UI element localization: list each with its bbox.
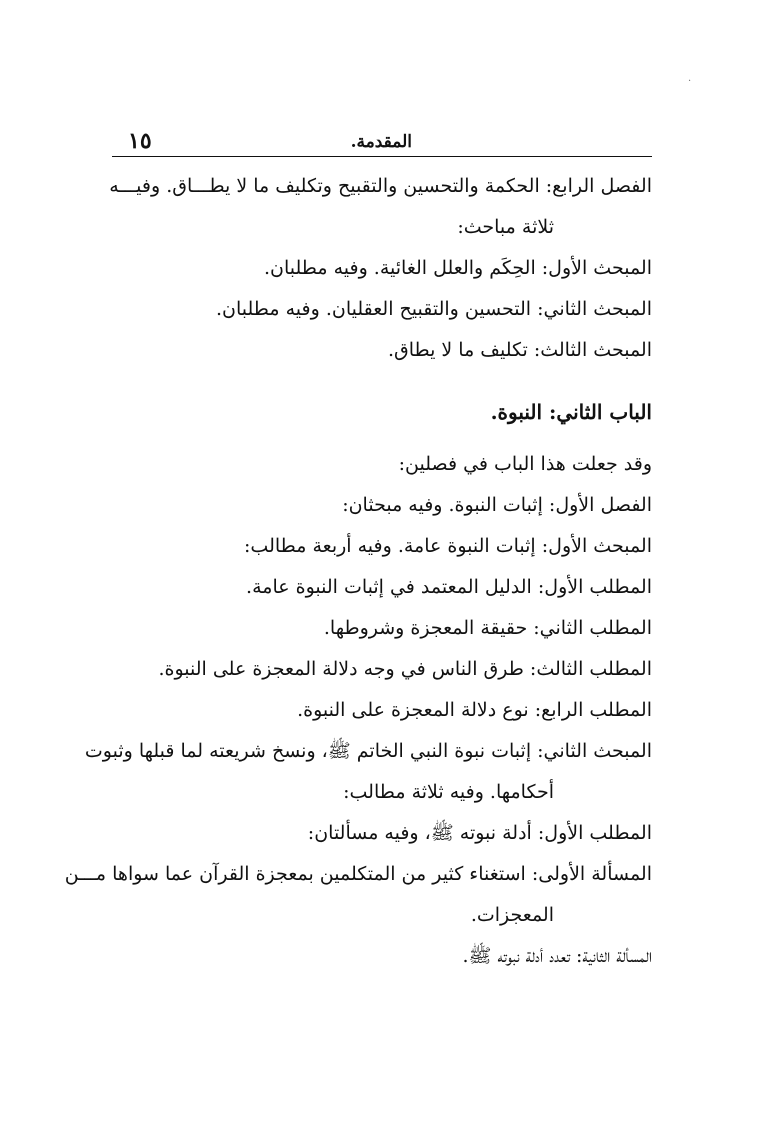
text-line: وقد جعلت هذا الباب في فصلين: <box>398 453 652 475</box>
text-line: المطلب الثاني: حقيقة المعجزة وشروطها. <box>323 617 652 639</box>
text-line: المطلب الرابع: نوع دلالة المعجزة على النبوة. <box>297 699 652 721</box>
section-heading: الباب الثاني: النبوة. <box>490 400 652 424</box>
text-line: المبحث الثالث: تكليف ما لا يطاق. <box>387 339 652 361</box>
text-line: المبحث الثاني: التحسين والتقبيح العقليان. وفيه مطلبان. <box>216 298 652 320</box>
text-line: المسألة الثانية: تعدد أدلة نبوته ﷺ. <box>462 945 652 967</box>
text-line-continuation: أحكامها. وفيه ثلاثة مطالب: <box>343 781 554 803</box>
text-line-continuation: المعجزات. <box>470 904 554 926</box>
text-line: المطلب الأول: أدلة نبوته ﷺ، وفيه مسألتان: <box>307 822 652 844</box>
text-line: المبحث الأول: الحِكَم والعلل الغائية. وفيه مطلبان. <box>263 257 652 279</box>
stray-mark: · <box>688 76 692 87</box>
text-line: الفصل الأول: إثبات النبوة. وفيه مبحثان: <box>342 494 652 516</box>
text-line: الفصل الرابع: الحكمة والتحسين والتقبيح وتكليف ما لا يطـــاق. وفيـــه <box>109 175 652 197</box>
text-line: المبحث الأول: إثبات النبوة عامة. وفيه أربعة مطالب: <box>244 535 652 557</box>
text-line: المبحث الثاني: إثبات نبوة النبي الخاتم ﷺ، ونسخ شريعته لما قبلها وثبوت <box>84 740 652 762</box>
header-title: المقدمة. <box>350 132 412 152</box>
text-line: المطلب الثالث: طرق الناس في وجه دلالة المعجزة على النبوة. <box>158 658 652 680</box>
text-line: المطلب الأول: الدليل المعتمد في إثبات النبوة عامة. <box>246 576 652 598</box>
page-number: ١٥ <box>128 128 152 154</box>
text-line: المسألة الأولى: استغناء كثير من المتكلمين بمعجزة القرآن عما سواها مـــن <box>64 863 652 885</box>
text-line-continuation: ثلاثة مباحث: <box>457 216 554 238</box>
running-header <box>112 130 652 157</box>
table-of-contents-text <box>64 166 652 977</box>
